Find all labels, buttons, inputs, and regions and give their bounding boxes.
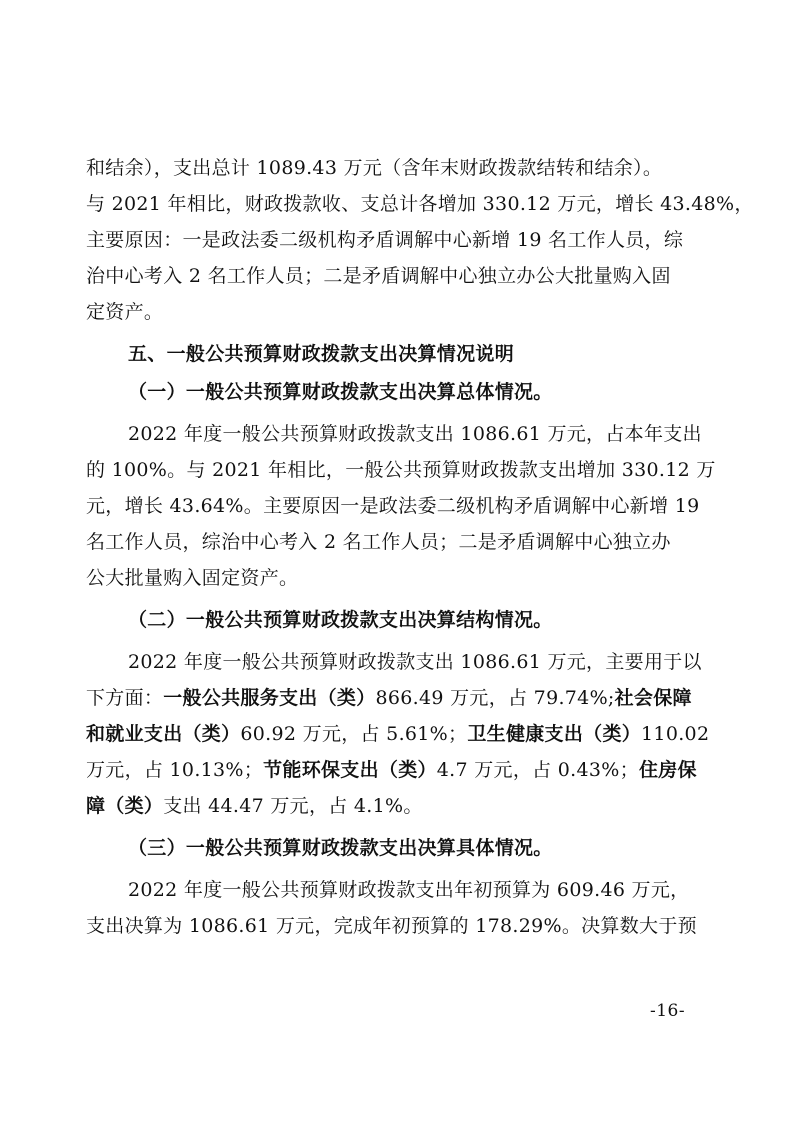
page-number: -16- [650, 1001, 686, 1021]
category-label: 卫生健康支出（类） [467, 723, 642, 745]
subsection-heading: （三）一般公共预算财政拨款支出决算具体情况。 [128, 837, 553, 859]
category-label: 一般公共服务支出（类） [163, 687, 376, 709]
paragraph-line: 公大批量购入固定资产。 [86, 567, 299, 589]
subsection-heading: （一）一般公共预算财政拨款支出决算总体情况。 [128, 381, 553, 403]
paragraph-line [86, 722, 716, 746]
text-run: 万元，占 10.13%； [86, 759, 264, 781]
paragraph-line: 元，增长 43.64%。主要原因一是政法委二级机构矛盾调解中心新增 19 [86, 495, 700, 517]
paragraph-line: 2022 年度一般公共预算财政拨款支出 1086.61 万元，占本年支出 [128, 423, 702, 445]
subsection-heading: （二）一般公共预算财政拨款支出决算结构情况。 [128, 609, 553, 631]
paragraph-line: 名工作人员，综治中心考入 2 名工作人员；二是矛盾调解中心独立办 [86, 531, 671, 553]
text-run: 下方面： [86, 687, 164, 709]
category-label: 和就业支出（类） [86, 723, 241, 745]
category-label: 社会保障 [614, 687, 692, 709]
paragraph-line: 2022 年度一般公共预算财政拨款支出 1086.61 万元，主要用于以 [128, 651, 702, 673]
paragraph-line: 2022 年度一般公共预算财政拨款支出年初预算为 609.46 万元， [128, 879, 690, 901]
paragraph-line: 与 2021 年相比，财政拨款收、支总计各增加 330.12 万元，增长 43.48%， [86, 193, 754, 215]
paragraph-line [86, 686, 716, 710]
paragraph-line [86, 794, 716, 818]
text-run: 4.7 万元，占 0.43%； [436, 759, 639, 781]
text-run: 866.49 万元，占 79.74%; [375, 687, 615, 709]
paragraph-line: 治中心考入 2 名工作人员；二是矛盾调解中心独立办公大批量购入固 [86, 265, 671, 287]
category-label: 障（类） [86, 795, 164, 817]
paragraph-line [86, 758, 716, 782]
text-run: 110.02 [641, 723, 710, 745]
paragraph-line: 支出决算为 1086.61 万元，完成年初预算的 178.29%。决算数大于预 [86, 915, 697, 937]
paragraph-line: 的 100%。与 2021 年相比，一般公共预算财政拨款支出增加 330.12 万 [86, 459, 716, 481]
paragraph-line: 主要原因：一是政法委二级机构矛盾调解中心新增 19 名工作人员，综 [86, 229, 684, 251]
section-heading: 五、一般公共预算财政拨款支出决算情况说明 [128, 343, 515, 365]
category-label: 节能环保支出（类） [263, 759, 437, 781]
paragraph-line: 定资产。 [86, 301, 164, 323]
text-run: 60.92 万元，占 5.61%； [240, 723, 468, 745]
category-label: 住房保 [638, 759, 697, 781]
text-run: 支出 44.47 万元，占 4.1%。 [163, 795, 423, 817]
paragraph-line: 和结余），支出总计 1089.43 万元（含年末财政拨款结转和结余）。 [86, 157, 663, 179]
